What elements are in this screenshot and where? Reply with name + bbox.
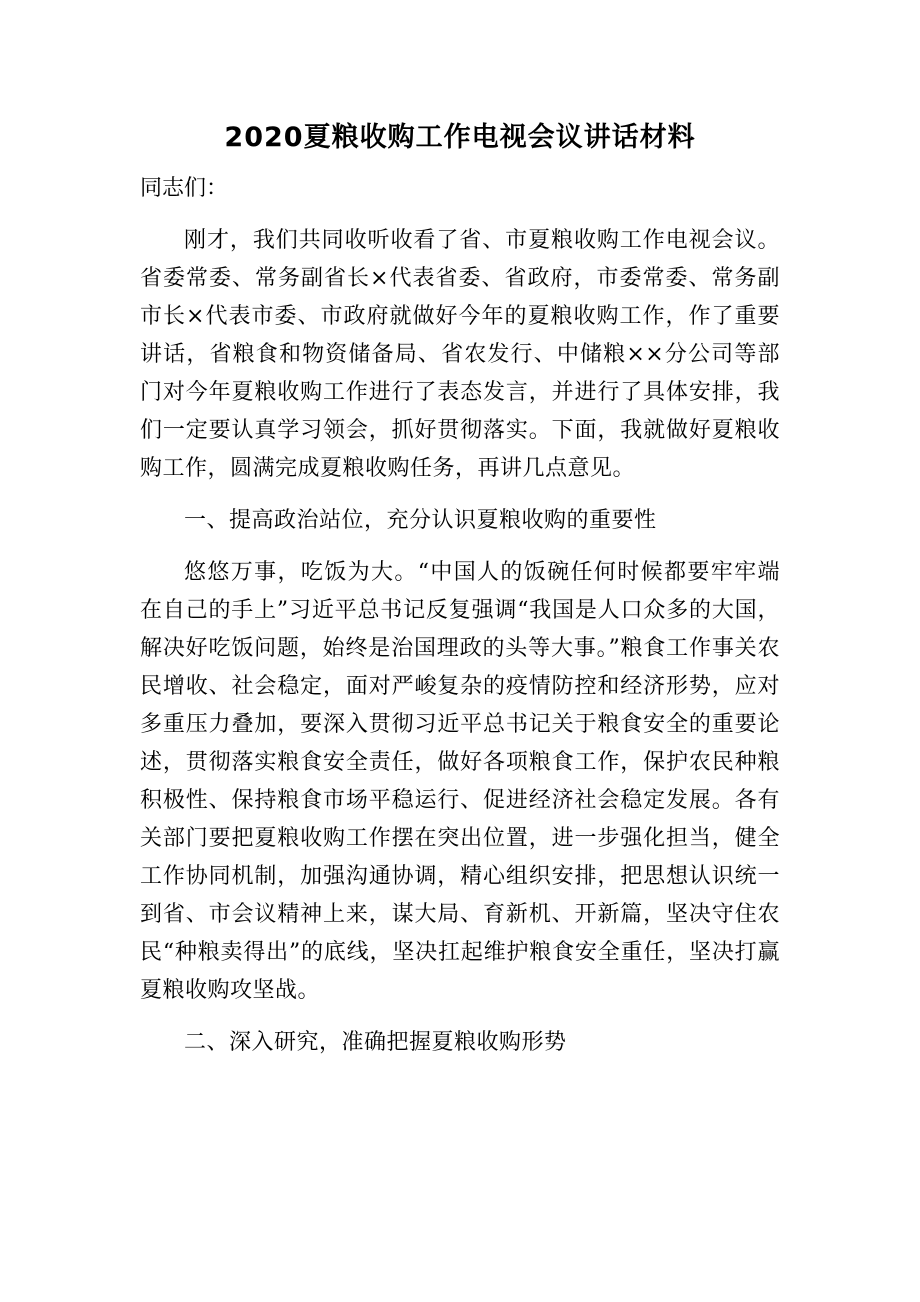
salutation: 同志们：: [140, 176, 229, 201]
paragraph-section-1: 悠悠万事，吃饭为大。“中国人的饭碗任何时候都要牢牢端在自己的手上”习近平总书记反复强调“我国是人口众多的大国，解决好吃饭问题，始终是治国理政的头等大事。”粮食工作事关农民增收、社会稳定，面对严峻复杂的疫情防控和经济形势，应对多重压力叠加，要深入贯彻习近平总书记关于粮食安全的重要论述，贯彻落实粮食安全责任，做好各项粮食工作，保护农民种粮积极性、保持粮食市场平稳运行、促进经济社会稳定发展。各有关部门要把夏粮收购工作摆在突出位置，进一步强化担当，健全工作协同机制，加强沟通协调，精心组织安排，把思想认识统一到省、市会议精神上来，谋大局、育新机、开新篇，坚决守住农民“种粮卖得出”的底线，坚决扛起维护粮食安全重任，坚决打赢夏粮收购攻坚战。: [140, 560, 780, 1003]
section-heading-1: 一、提高政治站位，充分认识夏粮收购的重要性: [184, 508, 657, 533]
document-body: [140, 170, 780, 1062]
document-title: 2020夏粮收购工作电视会议讲话材料: [224, 122, 696, 153]
section-heading-2: 二、深入研究，准确把握夏粮收购形势: [184, 1030, 567, 1055]
paragraph-opening: 刚才，我们共同收听收看了省、市夏粮收购工作电视会议。省委常委、常务副省长×代表省委、省政府，市委常委、常务副市长×代表市委、市政府就做好今年的夏粮收购工作，作了重要讲话，省粮食和物资储备局、省农发行、中储粮××分公司等部门对今年夏粮收购工作进行了表态发言，并进行了具体安排，我们一定要认真学习领会，抓好贯彻落实。下面，我就做好夏粮收购工作，圆满完成夏粮收购任务，再讲几点意见。: [140, 228, 780, 481]
